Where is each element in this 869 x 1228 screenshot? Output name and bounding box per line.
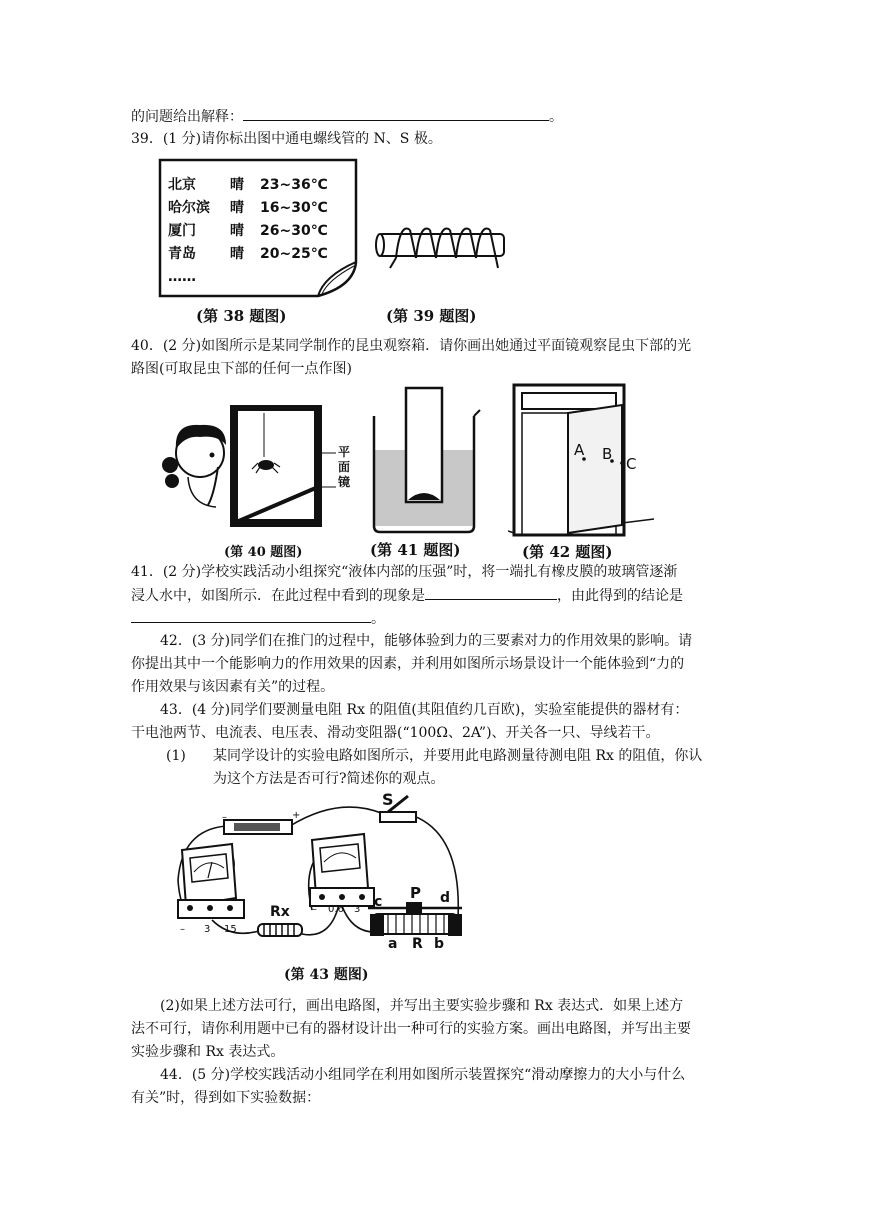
ammeter-neg: – xyxy=(312,904,317,915)
question-43-line1: 43．(4 分)同学们要测量电阻 Rx 的阻值(其阻值约几百欧)，实验室能提供的器材有： xyxy=(160,702,689,718)
question-41-line3: 。 xyxy=(131,608,385,629)
mirror-label: 平 面 镜 xyxy=(338,445,351,489)
question-43-part2-line3: 实验步骤和 Rx 表达式。 xyxy=(131,1044,285,1060)
voltmeter-3: 3 xyxy=(204,924,211,935)
point-C: C xyxy=(626,455,637,473)
question-39: 39．(1 分)请你标出图中通电螺线管的 N、S 极。 xyxy=(131,131,442,147)
question-42-line1: 42．(3 分)同学们在推门的过程中，能够体验到力的三要素对力的作用效果的影响。请 xyxy=(160,633,693,649)
weather-row: 北京 晴 23~36℃ xyxy=(168,177,328,193)
figure-41-caption: (第 41 题图) xyxy=(370,541,461,559)
figure-42-caption: (第 42 题图) xyxy=(522,543,613,561)
figure-40-insect-box xyxy=(160,405,360,535)
resistor-label: Rx xyxy=(270,904,290,920)
answer-blank[interactable] xyxy=(425,585,557,600)
figure-38-caption: (第 38 题图) xyxy=(196,307,287,325)
figure-39-solenoid xyxy=(372,220,512,270)
battery-pos: + xyxy=(292,810,301,821)
slider-label: P xyxy=(410,884,421,902)
question-42-line3: 作用效果与该因素有关”的过程。 xyxy=(131,679,335,695)
point-B: B xyxy=(602,445,613,463)
figure-42-door xyxy=(508,383,658,538)
question-43-part2-line2: 法不可行，请你利用题中已有的器材设计出一种可行的实验方案。画出电路图，并写出主要 xyxy=(131,1021,691,1037)
weather-more: …… xyxy=(168,269,196,285)
voltmeter-15: 15 xyxy=(224,924,237,935)
question-43-part1-line1: 某同学设计的实验电路如图所示，并要用此电路测量待测电阻 Rx 的阻值，你认 xyxy=(213,748,703,764)
voltmeter-neg: – xyxy=(180,924,185,935)
answer-blank[interactable] xyxy=(243,106,549,121)
figure-39-caption: (第 39 题图) xyxy=(386,307,477,325)
weather-row: 青岛 晴 20~25℃ xyxy=(168,246,328,262)
question-42-line2: 你提出其中一个能影响力的作用效果的因素，并利用如图所示场景设计一个能体验到“力的 xyxy=(131,656,685,672)
terminal-b: b xyxy=(434,936,445,952)
question-40-line2: 路图(可取昆虫下部的任何一点作图) xyxy=(131,361,352,377)
text-line: 的问题给出解释： 。 xyxy=(131,106,563,127)
question-40-line1: 40．(2 分)如图所示是某同学制作的昆虫观察箱．请你画出她通过平面镜观察昆虫下部的光 xyxy=(131,338,692,354)
question-41-line2: 浸人水中，如图所示．在此过程中看到的现象是 ，由此得到的结论是 xyxy=(131,585,683,606)
figure-38-weather-card xyxy=(158,158,360,298)
rheostat-label: R xyxy=(412,936,423,952)
answer-blank[interactable] xyxy=(131,608,371,623)
ammeter-06: 0.6 xyxy=(328,904,344,915)
weather-row: 厦门 晴 26~30℃ xyxy=(168,223,328,239)
figure-43-circuit xyxy=(172,790,472,960)
ammeter-3: 3 xyxy=(354,904,361,915)
figure-40-caption: (第 40 题图) xyxy=(224,545,303,560)
terminal-a: a xyxy=(388,936,398,952)
terminal-c: c xyxy=(374,894,383,910)
switch-label: S xyxy=(382,790,394,809)
figure-43-caption: (第 43 题图) xyxy=(284,967,369,983)
weather-row: 哈尔滨 晴 16~30℃ xyxy=(168,200,328,216)
figure-41-beaker xyxy=(372,386,482,536)
question-43-line2: 干电池两节、电流表、电压表、滑动变阻器(“100Ω、2A”)、开关各一只、导线若干。 xyxy=(131,725,660,741)
question-43-part2-line1: (2)如果上述方法可行，画出电路图，并写出主要实验步骤和 Rx 表达式．如果上述方 xyxy=(160,998,684,1014)
battery-neg: – xyxy=(222,812,227,823)
question-43-part1-num: (1) xyxy=(166,748,186,764)
question-41-line1: 41．(2 分)学校实践活动小组探究“液体内部的压强”时，将一端扎有橡皮膜的玻璃管逐渐 xyxy=(131,564,678,580)
question-43-part1-line2: 为这个方法是否可行?简述你的观点。 xyxy=(213,771,445,787)
question-44-line1: 44．(5 分)学校实践活动小组同学在利用如图所示装置探究“滑动摩擦力的大小与什么 xyxy=(160,1067,686,1083)
question-44-line2: 有关”时，得到如下实验数据： xyxy=(131,1090,321,1106)
terminal-d: d xyxy=(440,890,451,906)
point-A: A xyxy=(574,441,585,459)
